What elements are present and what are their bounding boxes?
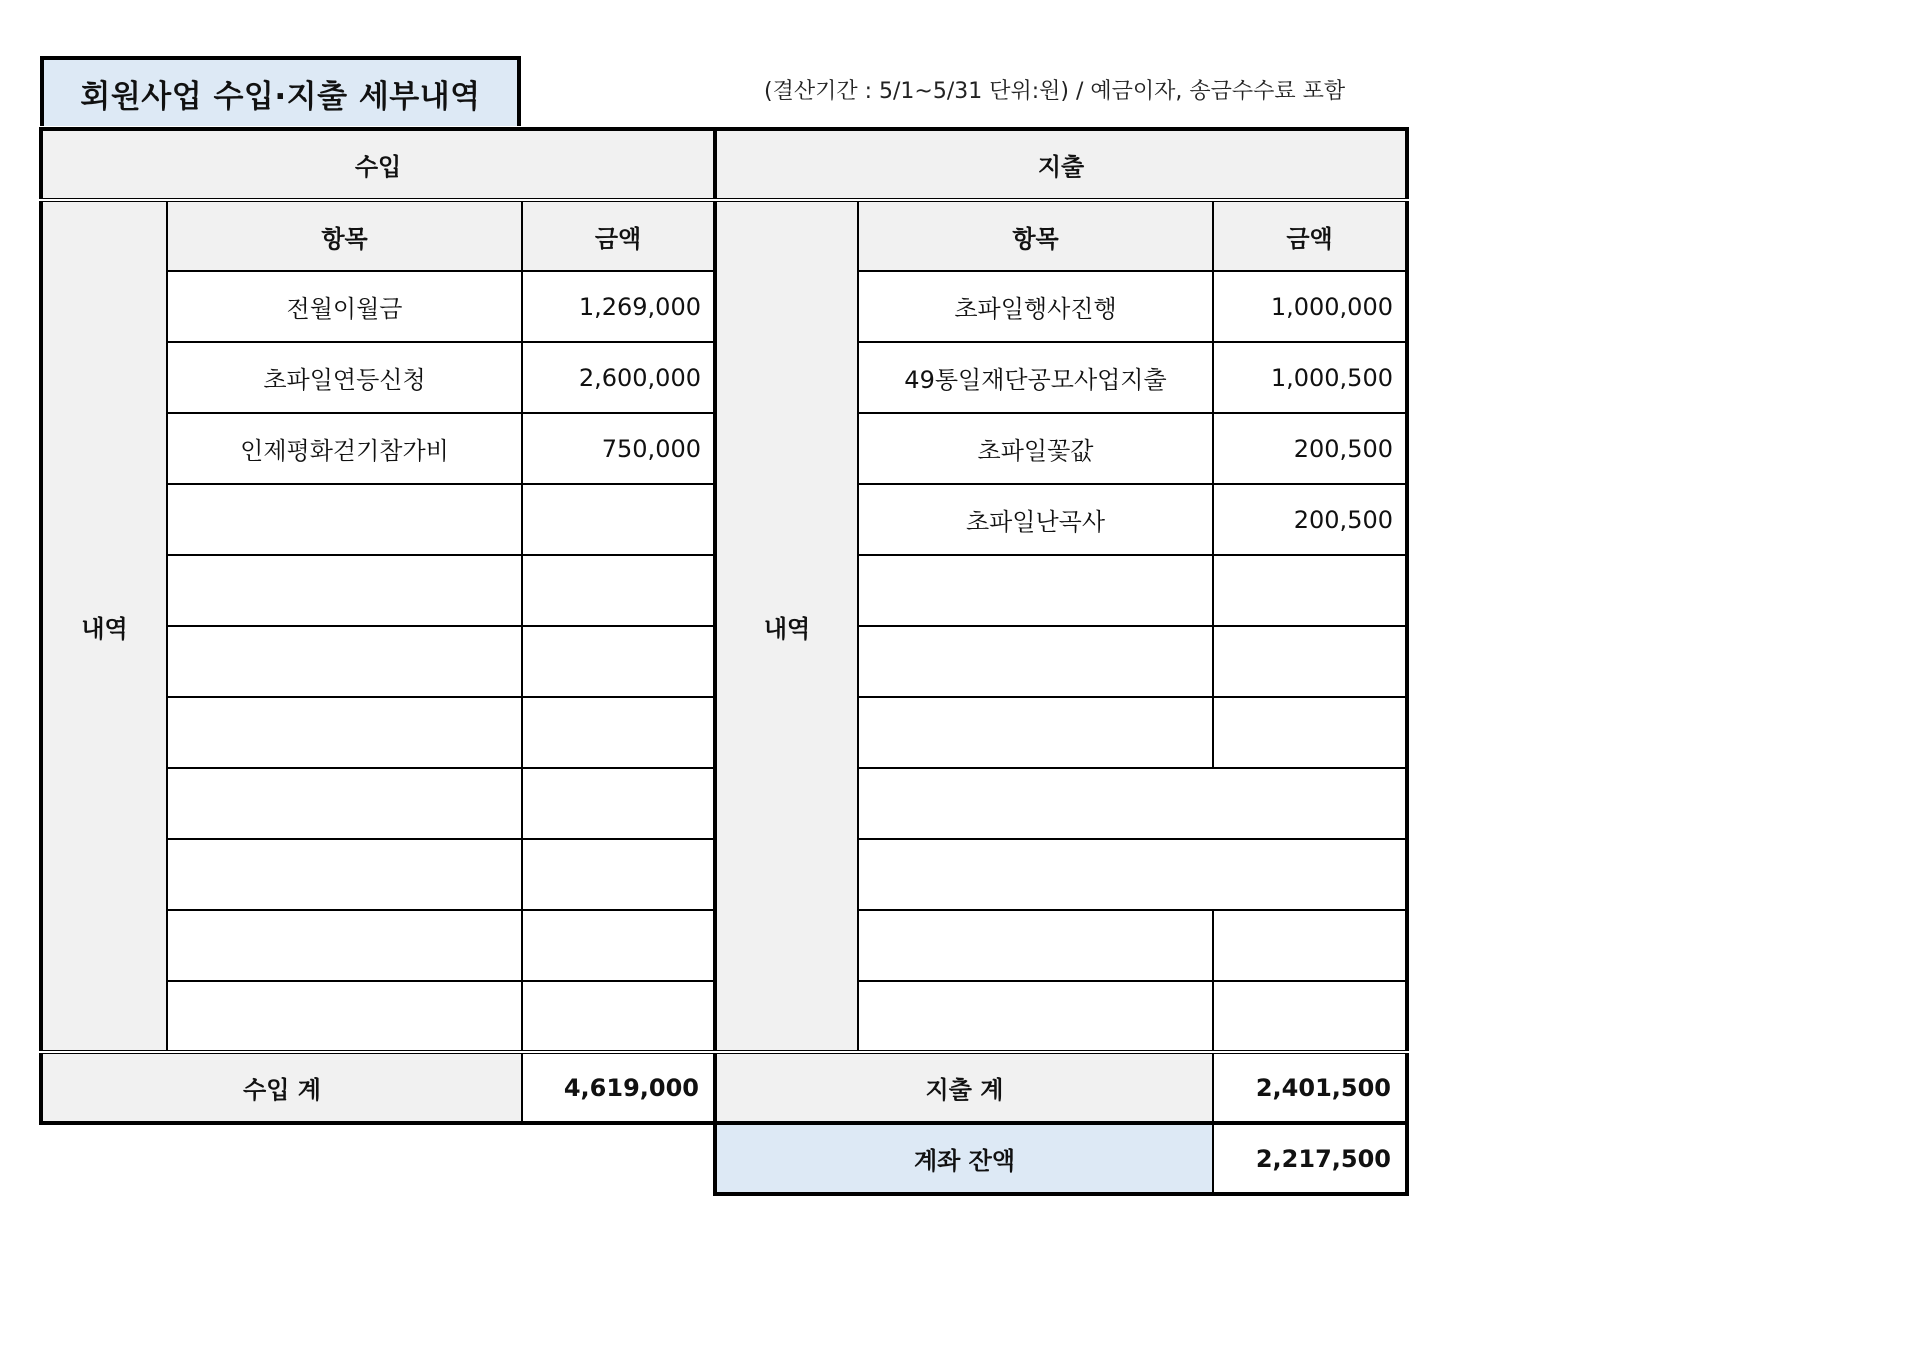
expense-total-value: 2,401,500 xyxy=(1213,1052,1407,1123)
income-col-item: 항목 xyxy=(167,200,522,271)
expense-item: 49통일재단공모사업지출 xyxy=(858,342,1213,413)
income-amount xyxy=(522,981,715,1052)
income-amount: 750,000 xyxy=(522,413,715,484)
spacer-cell xyxy=(41,1123,715,1194)
expense-item: 초파일행사진행 xyxy=(858,271,1213,342)
page-title: 회원사업 수입·지출 세부내역 xyxy=(40,56,521,126)
income-amount: 1,269,000 xyxy=(522,271,715,342)
expense-amount xyxy=(1213,981,1407,1052)
expense-item: 초파일꽃값 xyxy=(858,413,1213,484)
income-amount xyxy=(522,768,715,839)
income-amount xyxy=(522,697,715,768)
expense-item xyxy=(858,626,1213,697)
income-item: 초파일연등신청 xyxy=(167,342,522,413)
expense-category-label: 내역 xyxy=(715,200,858,1052)
income-amount xyxy=(522,555,715,626)
expense-amount: 1,000,000 xyxy=(1213,271,1407,342)
income-section-header: 수입 xyxy=(41,129,715,200)
income-col-amount: 금액 xyxy=(522,200,715,271)
income-amount xyxy=(522,484,715,555)
income-item xyxy=(167,697,522,768)
income-total-label: 수입 계 xyxy=(41,1052,522,1123)
expense-amount: 200,500 xyxy=(1213,413,1407,484)
income-item xyxy=(167,981,522,1052)
income-amount: 2,600,000 xyxy=(522,342,715,413)
expense-item xyxy=(858,981,1213,1052)
expense-amount: 200,500 xyxy=(1213,484,1407,555)
income-item: 전월이월금 xyxy=(167,271,522,342)
income-total-value: 4,619,000 xyxy=(522,1052,715,1123)
expense-col-item: 항목 xyxy=(858,200,1213,271)
income-item xyxy=(167,910,522,981)
income-item xyxy=(167,484,522,555)
income-category-label: 내역 xyxy=(41,200,167,1052)
income-amount xyxy=(522,626,715,697)
period-note: (결산기간 : 5/1~5/31 단위:원) / 예금이자, 송금수수료 포함 xyxy=(764,79,1346,104)
income-item xyxy=(167,626,522,697)
expense-total-label: 지출 계 xyxy=(715,1052,1213,1123)
expense-amount xyxy=(1213,697,1407,768)
expense-amount xyxy=(1213,910,1407,981)
expense-amount xyxy=(1213,555,1407,626)
expense-item xyxy=(858,555,1213,626)
expense-col-amount: 금액 xyxy=(1213,200,1407,271)
balance-label: 계좌 잔액 xyxy=(715,1123,1213,1194)
expense-section-header: 지출 xyxy=(715,129,1407,200)
income-item xyxy=(167,768,522,839)
expense-merged-row xyxy=(858,839,1407,910)
ledger-table xyxy=(39,127,1409,1196)
balance-value: 2,217,500 xyxy=(1213,1123,1407,1194)
expense-item: 초파일난곡사 xyxy=(858,484,1213,555)
expense-item xyxy=(858,697,1213,768)
income-amount xyxy=(522,910,715,981)
expense-merged-row xyxy=(858,768,1407,839)
income-item: 인제평화걷기참가비 xyxy=(167,413,522,484)
expense-item xyxy=(858,910,1213,981)
income-item xyxy=(167,839,522,910)
expense-amount xyxy=(1213,626,1407,697)
expense-amount: 1,000,500 xyxy=(1213,342,1407,413)
income-item xyxy=(167,555,522,626)
income-amount xyxy=(522,839,715,910)
